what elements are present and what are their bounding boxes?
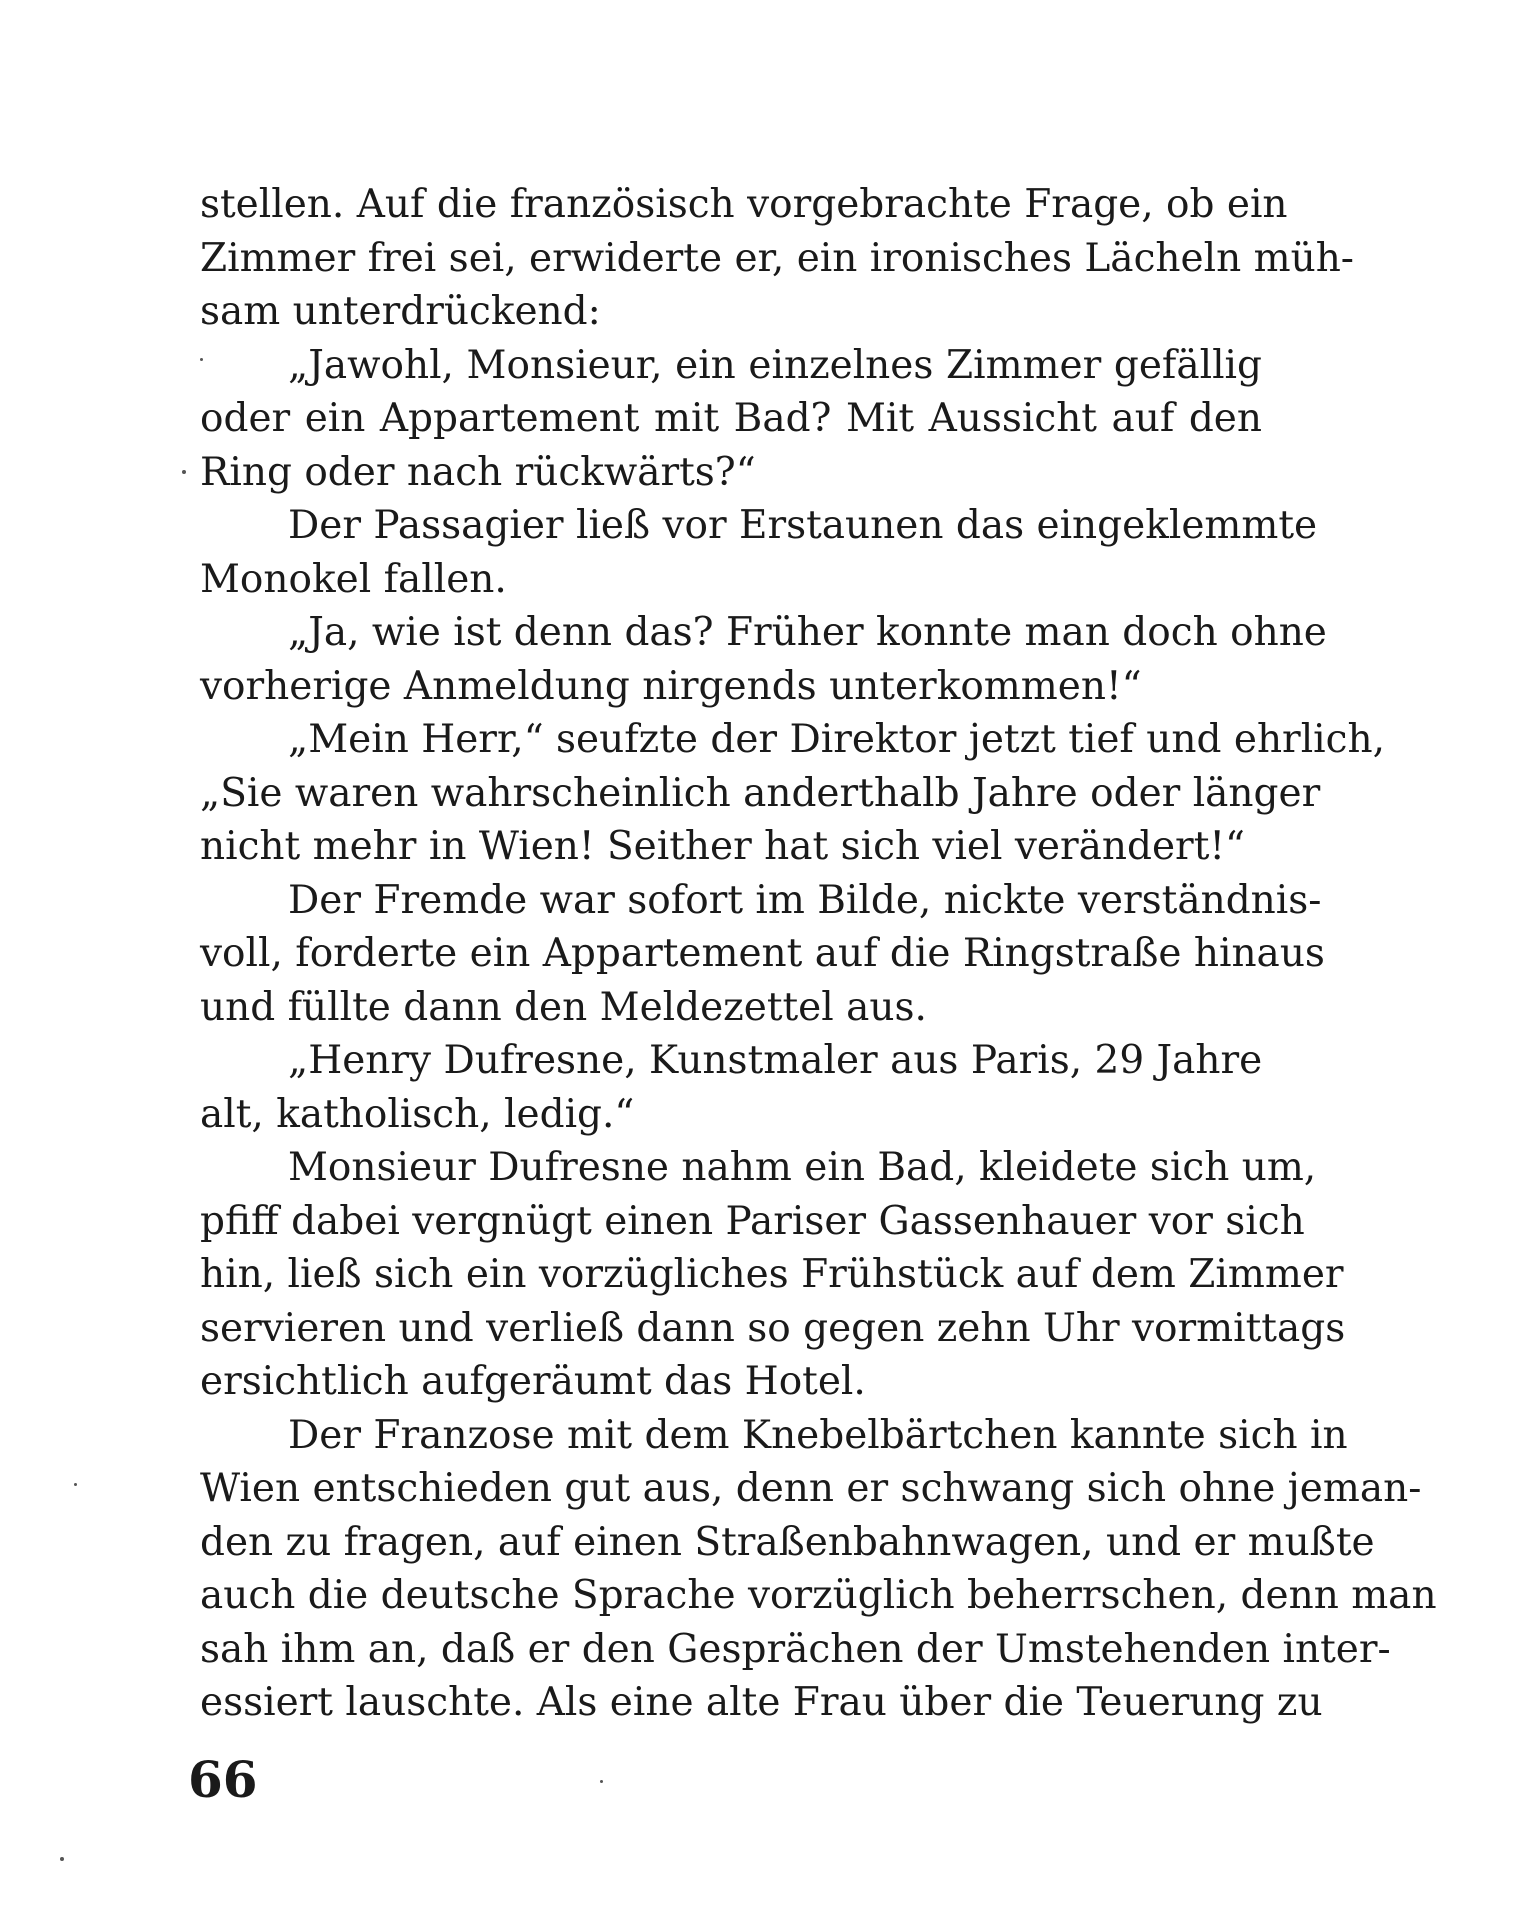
scan-speck <box>600 1780 603 1783</box>
text-line: oder ein Appartement mit Bad? Mit Aussicht auf den <box>200 396 1262 441</box>
text-line: stellen. Auf die französisch vorgebrachte Frage, ob ein <box>200 182 1288 227</box>
text-line: den zu fragen, auf einen Straßenbahnwagen, und er mußte <box>200 1519 1375 1565</box>
text-line: servieren und verließ dann so gegen zehn Uhr vormittags <box>200 1305 1346 1351</box>
text-line: „Ja, wie ist denn das? Früher konnte man doch ohne <box>288 610 1327 655</box>
text-line: hin, ließ sich ein vorzügliches Frühstück auf dem Zimmer <box>200 1252 1344 1297</box>
text-line: pfiff dabei vergnügt einen Pariser Gassenhauer vor sich <box>200 1198 1305 1244</box>
text-line: vorherige Anmeldung nirgends unterkommen!“ <box>200 663 1142 709</box>
text-line: voll, forderte ein Appartement auf die Ringstraße hinaus <box>200 931 1325 976</box>
page-number: 66 <box>188 1750 258 1809</box>
text-line: Monsieur Dufresne nahm ein Bad, kleidete sich um, <box>288 1145 1317 1190</box>
text-line: nicht mehr in Wien! Seither hat sich viel verändert!“ <box>200 824 1245 869</box>
text-line: ersichtlich aufgeräumt das Hotel. <box>200 1359 866 1404</box>
body-text <box>200 178 1437 1730</box>
text-line: essiert lauschte. Als eine alte Frau über die Teuerung zu <box>200 1680 1323 1725</box>
scan-speck <box>182 470 186 474</box>
text-line: Der Passagier ließ vor Erstaunen das eingeklemmte <box>288 503 1318 548</box>
text-line: Zimmer frei sei, erwiderte er, ein ironisches Lächeln müh- <box>200 235 1354 281</box>
text-line: Der Fremde war sofort im Bilde, nickte verständnis- <box>288 877 1322 923</box>
text-line: Der Franzose mit dem Knebelbärtchen kannte sich in <box>288 1412 1348 1458</box>
text-line: „Henry Dufresne, Kunstmaler aus Paris, 29 Jahre <box>288 1038 1263 1083</box>
text-line: alt, katholisch, ledig.“ <box>200 1091 635 1137</box>
text-line: Ring oder nach rückwärts?“ <box>200 449 756 495</box>
scan-speck <box>60 1857 64 1861</box>
text-line: „Sie waren wahrscheinlich anderthalb Jahre oder länger <box>200 770 1321 816</box>
scan-speck <box>74 1483 77 1486</box>
text-line: Wien entschieden gut aus, denn er schwang sich ohne jeman- <box>200 1466 1422 1511</box>
scan-speck <box>200 358 203 361</box>
text-line: auch die deutsche Sprache vorzüglich beherrschen, denn man <box>200 1573 1437 1618</box>
text-line: und füllte dann den Meldezettel aus. <box>200 984 927 1030</box>
text-line: „Mein Herr,“ seufzte der Direktor jetzt tief und ehrlich, <box>288 717 1386 762</box>
text-line: sah ihm an, daß er den Gesprächen der Umstehenden inter- <box>200 1626 1391 1672</box>
text-line: sam unterdrückend: <box>200 289 601 334</box>
text-line: Monokel fallen. <box>200 556 507 602</box>
text-line: „Jawohl, Monsieur, ein einzelnes Zimmer gefällig <box>288 342 1262 388</box>
